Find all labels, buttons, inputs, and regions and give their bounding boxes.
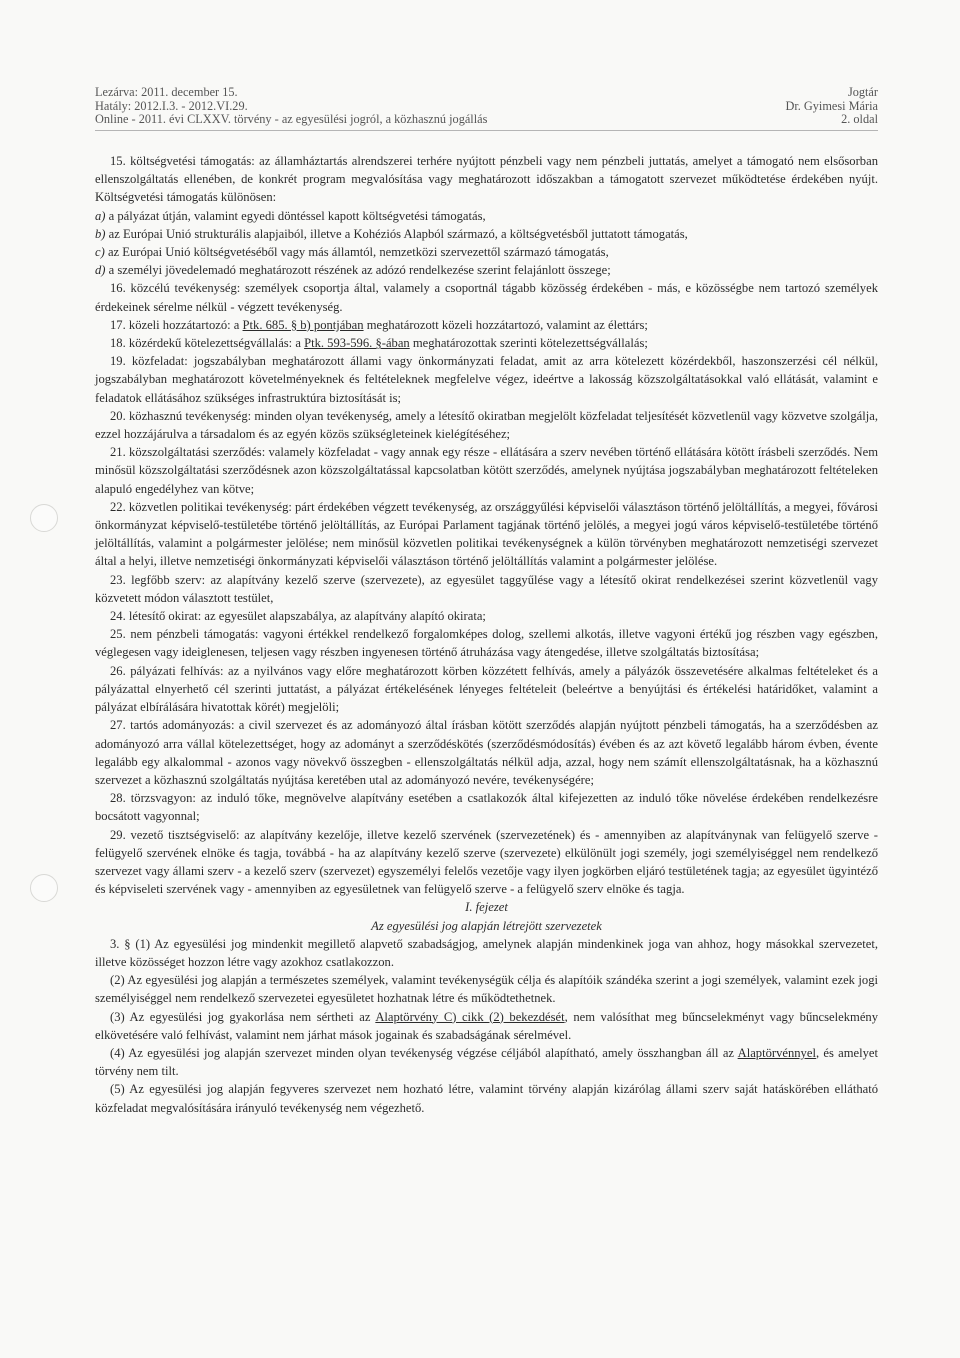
list-letter: c) [95, 245, 105, 260]
header-publisher: Jogtár [847, 85, 878, 99]
definition-27: 27. tartós adományozás: a civil szervezet és az adományozó által írásban kötött szerződés alapján nyújtott pénzbeli támogatás, ha a szerződésben az adományozó arra vállal kötelezettséget, hogy az adományt a szerződéskötés (szerződésmódosítás) évében és az azt követő legalább három évben, évente legalább egy alkalommal - azonos vagy növekvő összegben - ellenszolgáltatás nélkül adja, azzal, hogy nem számít ellenszolgáltatásnak, ha a közhasznú szervezet a közhasznú szolgáltatás nyújtása keretében utal az adományozó nevére, tevékenységére; [95, 718, 878, 787]
law-reference-link[interactable]: Alaptörvénnyel [737, 1045, 816, 1060]
definition-16: 16. közcélú tevékenység: személyek csoportja által, valamely a csoportnál tágabb közösség érdekében - más, e közösségbe nem tartozó személyek érdekeinek sérelme nélkül - végzett tevékenység. [95, 281, 878, 314]
law-reference-link[interactable]: Alaptörvény C) cikk (2) bekezdését [375, 1009, 565, 1024]
definition-20: 20. közhasznú tevékenység: minden olyan tevékenység, amely a létesítő okiratban megjelölt közfeladat teljesítését közvetlenül vagy közvetve szolgálja, ezzel hozzájárulva a társadalom és az egyén közös szükségleteinek kielégítéséhez; [95, 408, 878, 442]
text-segment: (4) Az egyesülési jog alapján szervezet minden olyan tevékenység végzése céljából alapítható, amely összhangban áll az [110, 1045, 738, 1060]
text-segment: 17. közeli hozzátartozó: a [110, 317, 243, 332]
text-segment: meghatározott közeli hozzátartozó, valamint az élettárs; [363, 317, 648, 332]
text-segment: , és amelyet törvény nem tilt. [95, 1045, 879, 1079]
definition-18 [95, 334, 878, 352]
text-segment: , nem valósíthat meg bűncselekményt vagy bűncselekmény elkövetésére való felhívást, valamint nem járhat mások jogainak és szabadságának sérelmével. [95, 1009, 879, 1042]
section-3-para-2: (2) Az egyesülési jog alapján a természetes személyek, valamint tevékenységük célja és alapítóik szándéka szerint a jogi személyek, valamint ezek jogi személyiséggel nem rendelkező szervezetei egyesületet hozhatnak létre és működtethetnek. [95, 973, 878, 1006]
definition-15-c [95, 243, 878, 261]
definition-21: 21. közszolgáltatási szerződés: valamely közfeladat - vagy annak egy része - ellátására a szerv nevében történő ellátására kötött írásbeli szerződés. Nem minősül közszolgáltatási szerződésnek azon közszolgáltatással kapcsolatban kötött szerződés, amelynek nyújtása jogszabályban meghatározott feltételeken alapuló engedélyhez van kötve; [95, 445, 878, 496]
text-segment: meghatározottak szerinti kötelezettségvállalás; [409, 336, 648, 351]
definition-25: 25. nem pénzbeli támogatás: vagyoni értékkel rendelkező forgalomképes dolog, szellemi alkotás, illetve vagyoni értékű jog részben vagy egészben, véglegesen vagy ideiglenesen, teljesen vagy részben ingyenesen történő átruházása vagy átengedése, illetve szolgáltatás biztosítása; [95, 627, 878, 660]
definition-24: 24. létesítő okirat: az egyesület alapszabálya, az alapítvány alapító okirata; [110, 609, 486, 624]
definition-22: 22. közvetlen politikai tevékenység: párt érdekében végzett tevékenység, az országgyűlési képviselői választáson történő jelöltállítás, a megyei, fővárosi önkormányzat képviselő-testületébe történő jelöltállítás, az Európai Parlament tagjának történő jelölés, a megyei jogú város képviselő-testületébe történő jelöltállítás, valamint a polgármester jelölése; nem minősül közvetlen politikai tevékenységnek a külön törvényben meghatározott nemzetiségi szervezet által a helyi, illetve nemzetiségi önkormányzati képviselői választáson történő jelöltállítás valamint a polgármester jelölése. [95, 499, 878, 569]
header-page-number: 2. oldal [841, 112, 878, 126]
punch-hole-mark [30, 874, 58, 902]
document-body [95, 152, 878, 1117]
definition-19: 19. közfeladat: jogszabályban meghatározott állami vagy önkormányzati feladat, amit az arra kötelezett közérdekből, haszonszerzési cél nélkül, jogszabályban meghatározott követelményeknek és feltételeknek megfelelve végez, ideértve a lakosság közszolgáltatásokkal való ellátását, valamint e feladatok ellátásához szükséges infrastruktúra biztosítását is; [95, 354, 878, 405]
definition-28: 28. törzsvagyon: az induló tőke, megnövelve alapítvány esetében a csatlakozók által kifejezetten az induló tőke növelése érdekében rendelkezésre bocsátott vagyonnal; [95, 791, 878, 824]
section-3-para-5: (5) Az egyesülési jog alapján fegyveres szervezet nem hozható létre, valamint törvény alapján kizárólag állami szerv saját hatáskörében ellátható közfeladat megvalósítására irányuló tevékenység nem végezhető. [95, 1082, 878, 1115]
section-3-para-3 [95, 1008, 878, 1044]
law-reference-link[interactable]: Ptk. 593-596. §-ában [304, 336, 410, 351]
header-left [95, 86, 655, 127]
definition-26: 26. pályázati felhívás: az a nyilvános vagy előre meghatározott körben közzétett felhívás, amely a pályázók összevetésére alkalmas feltételeket és a pályázattal elnyerhető cél szerinti juttatást, a pályázat értékelésének lényeges feltételeit (beleértve a benyújtási és értékelési határidőket, valamint a pályázat elbírálására hivatottak körét) megjelöli; [95, 663, 878, 715]
definition-15-a [95, 207, 878, 225]
list-letter: d) [95, 263, 106, 278]
list-text: a pályázat útján, valamint egyedi döntéssel kapott költségvetési támogatás, [105, 208, 486, 223]
definition-15-d [95, 261, 878, 279]
chapter-title: Az egyesülési jog alapján létrejött szervezetek [371, 918, 602, 933]
header-closing-date: Lezárva: 2011. december 15. [95, 85, 238, 99]
section-3-para-4 [95, 1044, 878, 1080]
list-letter: a) [95, 208, 106, 223]
header-author: Dr. Gyimesi Mária [785, 98, 878, 113]
definition-23: 23. legfőbb szerv: az alapítvány kezelő szerve (szervezete), az egyesület taggyűlése vagy a létesítő okirat rendelkezései szerint közvetlenül vagy közvetett módon választott testület, [95, 572, 878, 605]
header-right [678, 86, 878, 127]
text-segment: (3) Az egyesülési jog gyakorlása nem sértheti az [110, 1009, 376, 1024]
list-letter: b) [95, 226, 106, 241]
text-segment: 18. közérdekű kötelezettségvállalás: a [110, 336, 305, 351]
definition-29: 29. vezető tisztségviselő: az alapítvány kezelője, illetve kezelő szervének (szervezetének) és - amennyiben az alapítványnak van felügyelő szerve - felügyelő szervének elnöke és tagja, továbbá - ha az alapítvány kezelő szerve (szervezete) elkülönült jogi személy, jogi személyiséggel nem rendelkező szervezet vagy állami szerv - a kezelő szerv (szervezet) egyszemélyi felelős vezetője vagy ilyen jogkörben eljáró testületének tagja; az egyesület ügyintéző és képviseleti szervének vagy - amennyiben az egyesületnek van felügyelő szerve - a felügyelő szerv elnöke és tagja. [95, 827, 878, 897]
definition-15: 15. költségvetési támogatás: az államháztartás alrendszerei terhére nyújtott pénzbeli vagy nem pénzbeli juttatás, amelyet a támogató nem elsősorban ellenszolgáltatás ellenében, de konkrét program megvalósítása vagy meghatározott időszakban a támogatott szervezet működtetése érdekében nyújt. Költségvetési támogatás különösen: [95, 154, 878, 205]
list-text: az Európai Unió költségvetéséből vagy más államtól, nemzetközi szervezettől származó támogatás, [104, 245, 609, 260]
list-text: az Európai Unió strukturális alapjaiból, illetve a Kohéziós Alapból származó, a költségvetésből juttatott támogatás, [105, 226, 688, 241]
punch-hole-mark [30, 504, 58, 532]
header-validity: Hatály: 2012.I.3. - 2012.VI.29. [95, 98, 248, 113]
list-text: a személyi jövedelemadó meghatározott részének az adózó rendelkezése szerint felajánlott összege; [105, 263, 611, 278]
header-divider [95, 130, 878, 131]
definition-17 [95, 316, 878, 334]
header-law-title: Online - 2011. évi CLXXV. törvény - az egyesülési jogról, a közhasznú jogállás [95, 112, 488, 126]
law-reference-link[interactable]: Ptk. 685. § b) pontjában [242, 317, 364, 332]
chapter-number: I. fejezet [465, 900, 508, 915]
definition-15-b [95, 225, 878, 243]
section-3-para-1: 3. § (1) Az egyesülési jog mindenkit megillető alapvető szabadságjog, amelynek alapján mindenkinek joga van ahhoz, hogy másokkal szervezetet, illetve közösséget hozzon létre vagy azokhoz csatlakozzon. [95, 936, 878, 969]
